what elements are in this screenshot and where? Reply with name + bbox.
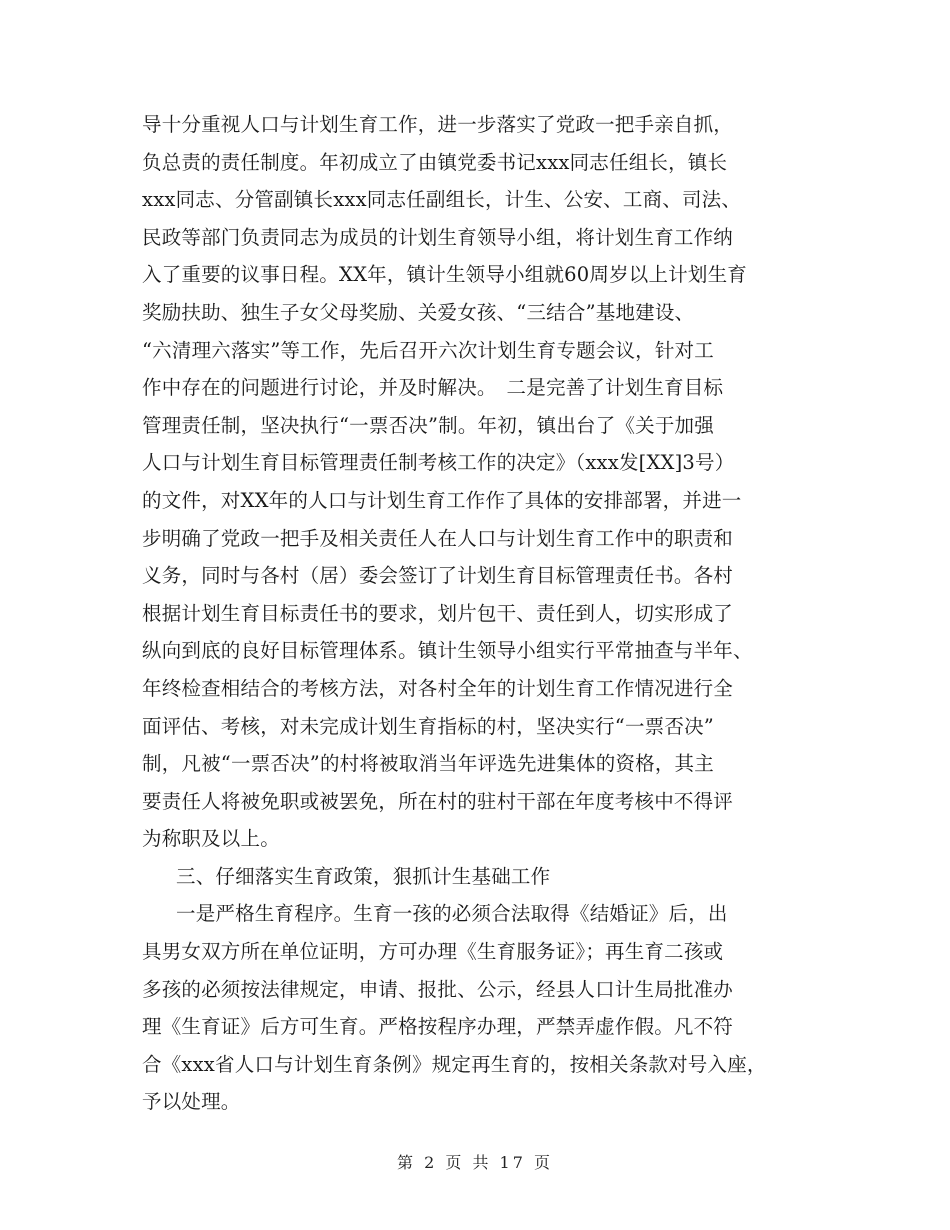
text-line: 合《xxx省人口与计划生育条例》规定再生育的，按相关条款对号入座，: [142, 1052, 767, 1076]
text-line: 管理责任制，坚决执行“一票否决”制。年初，镇出台了《关于加强: [142, 413, 714, 437]
footer-total-pages: 17: [499, 1153, 526, 1172]
text-line: 入了重要的议事日程。XX年，镇计生领导小组就60周岁以上计划生育: [142, 263, 747, 287]
text-line: 奖励扶助、独生子女父母奖励、关爱女孩、“三结合”基地建设、: [142, 300, 695, 324]
text-line: 义务，同时与各村（居）委会签订了计划生育目标管理责任书。各村: [142, 564, 734, 588]
text-line: 要责任人将被免职或被罢免，所在村的驻村干部在年度考核中不得评: [142, 789, 734, 813]
text-line: 制，凡被“一票否决”的村将被取消当年评选先进集体的资格，其主: [142, 752, 714, 776]
text-line: 负总责的责任制度。年初成立了由镇党委书记xxx同志任组长，镇长: [142, 150, 728, 174]
page-footer: [0, 1150, 950, 1173]
text-line: 年终检查相结合的考核方法，对各村全年的计划生育工作情况进行全: [142, 676, 734, 700]
footer-prefix: 第: [396, 1153, 416, 1172]
text-line: 理《生育证》后方可生育。严格按程序办理，严禁弄虚作假。凡不符: [142, 1015, 734, 1039]
footer-suffix: 页: [534, 1153, 554, 1172]
text-line: xxx同志、分管副镇长xxx同志任副组长，计生、公安、工商、司法、: [142, 188, 742, 212]
footer-current-page: 2: [424, 1153, 438, 1172]
text-line: 根据计划生育目标责任书的要求，划片包干、责任到人，切实形成了: [142, 601, 734, 625]
text-line: 三、仔细落实生育政策，狠抓计生基础工作: [176, 864, 551, 888]
text-line: 的文件，对XX年的人口与计划生育工作作了具体的安排部署，并进一: [142, 488, 742, 512]
text-line: 导十分重视人口与计划生育工作，进一步落实了党政一把手亲自抓，: [142, 113, 734, 136]
text-line: 人口与计划生育目标管理责任制考核工作的决定》（xxx发[XX]3号）: [142, 451, 735, 475]
text-line: 面评估、考核，对未完成计划生育指标的村，坚决实行“一票否决”: [142, 714, 714, 738]
body-text: [142, 106, 832, 1121]
text-line: 一是严格生育程序。生育一孩的必须合法取得《结婚证》后，出: [176, 902, 728, 926]
text-line: 纵向到底的良好目标管理体系。镇计生领导小组实行平常抽查与半年、: [142, 639, 753, 663]
text-line: 步明确了党政一把手及相关责任人在人口与计划生育工作中的职责和: [142, 526, 734, 550]
text-line: 作中存在的问题进行讨论，并及时解决。 二是完善了计划生育目标: [142, 376, 724, 400]
text-line: “六清理六落实”等工作，先后召开六次计划生育专题会议，针对工: [142, 338, 714, 362]
text-line: 予以处理。: [142, 1090, 241, 1114]
text-line: 民政等部门负责同志为成员的计划生育领导小组，将计划生育工作纳: [142, 225, 734, 249]
text-line: 具男女双方所在单位证明，方可办理《生育服务证》；再生育二孩或: [142, 940, 724, 964]
footer-middle: 页 共: [445, 1153, 492, 1172]
text-line: 多孩的必须按法律规定，申请、报批、公示，经县人口计生局批准办: [142, 977, 734, 1001]
text-line: 为称职及以上。: [142, 827, 280, 851]
